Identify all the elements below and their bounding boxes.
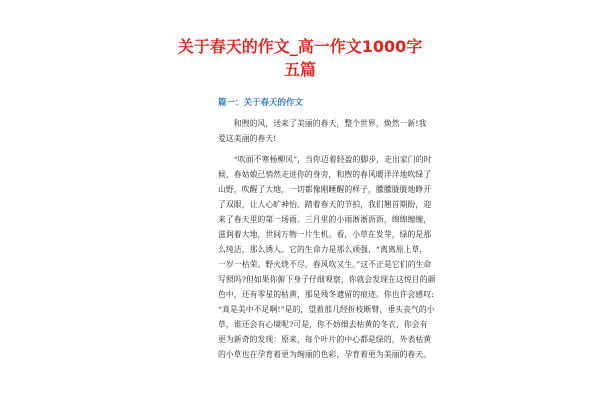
text-line: 的小草也在孕育着更为绚丽的色彩，孕育着更为美丽的春天。 (218, 350, 432, 359)
document-title-line-2: 五篇 (283, 60, 316, 79)
text-line: “真是美中不足啊!”是的，望着那几经折枝断臂，垂头丧气的小 (218, 305, 435, 314)
text-line: 更为新奇的发现：原来，每个叶片的中心都是绿的，外表枯黄 (218, 335, 432, 344)
section-heading: 篇一：关于春天的作文 (218, 98, 304, 108)
text-line: “吹面不寒杨柳风”，当你迈着轻盈的脚步，走出家门的时 (218, 155, 432, 164)
text-line: 么纯洁，那么诱人。它的生命力是那么顽强，“离离原上草， (218, 245, 428, 254)
text-line: 色中，还有零星的枯黄，那是残冬遗留的痕迹。你也许会感叹: (218, 290, 434, 299)
text-line: 一岁一枯荣。野火烧不尽，春风吹又生。”这不正是它们的生命 (218, 260, 432, 269)
text-line: 山野，吹醒了大地，一切都像刚睡醒的样子，朦朦胧胧地睁开 (218, 185, 432, 194)
text-line: 草，谁还会有心境呢?可是，你不妨细去枯黄的冬衣，你会有 (218, 320, 428, 329)
text-line: 和煦的风，送来了美丽的春天，整个世界，焕然一新!我 (218, 119, 427, 128)
text-line: 爱这美丽的春天! (218, 134, 277, 143)
text-line: 候，春姑娘已悄然走进你的身旁，和煦的春风暖洋洋地吹绿了 (218, 170, 432, 179)
text-line: 来了春天里的第一场雨。三月里的小雨淅淅沥沥，绵绵缠缠， (218, 215, 432, 224)
text-line: 滋润着大地，世间万物一片生机。看，小草在发芽，绿的是那 (218, 230, 432, 239)
text-line: 写照吗?但如果你俯下身子仔细观察，你就会发现在这悦目的颜 (218, 275, 436, 284)
text-line: 了双眼，让人心旷神怡。踏着春天的节拍，我们翘首期盼，迎 (218, 200, 432, 209)
document-title-line-1: 关于春天的作文_高一作文1000字 (177, 37, 423, 56)
